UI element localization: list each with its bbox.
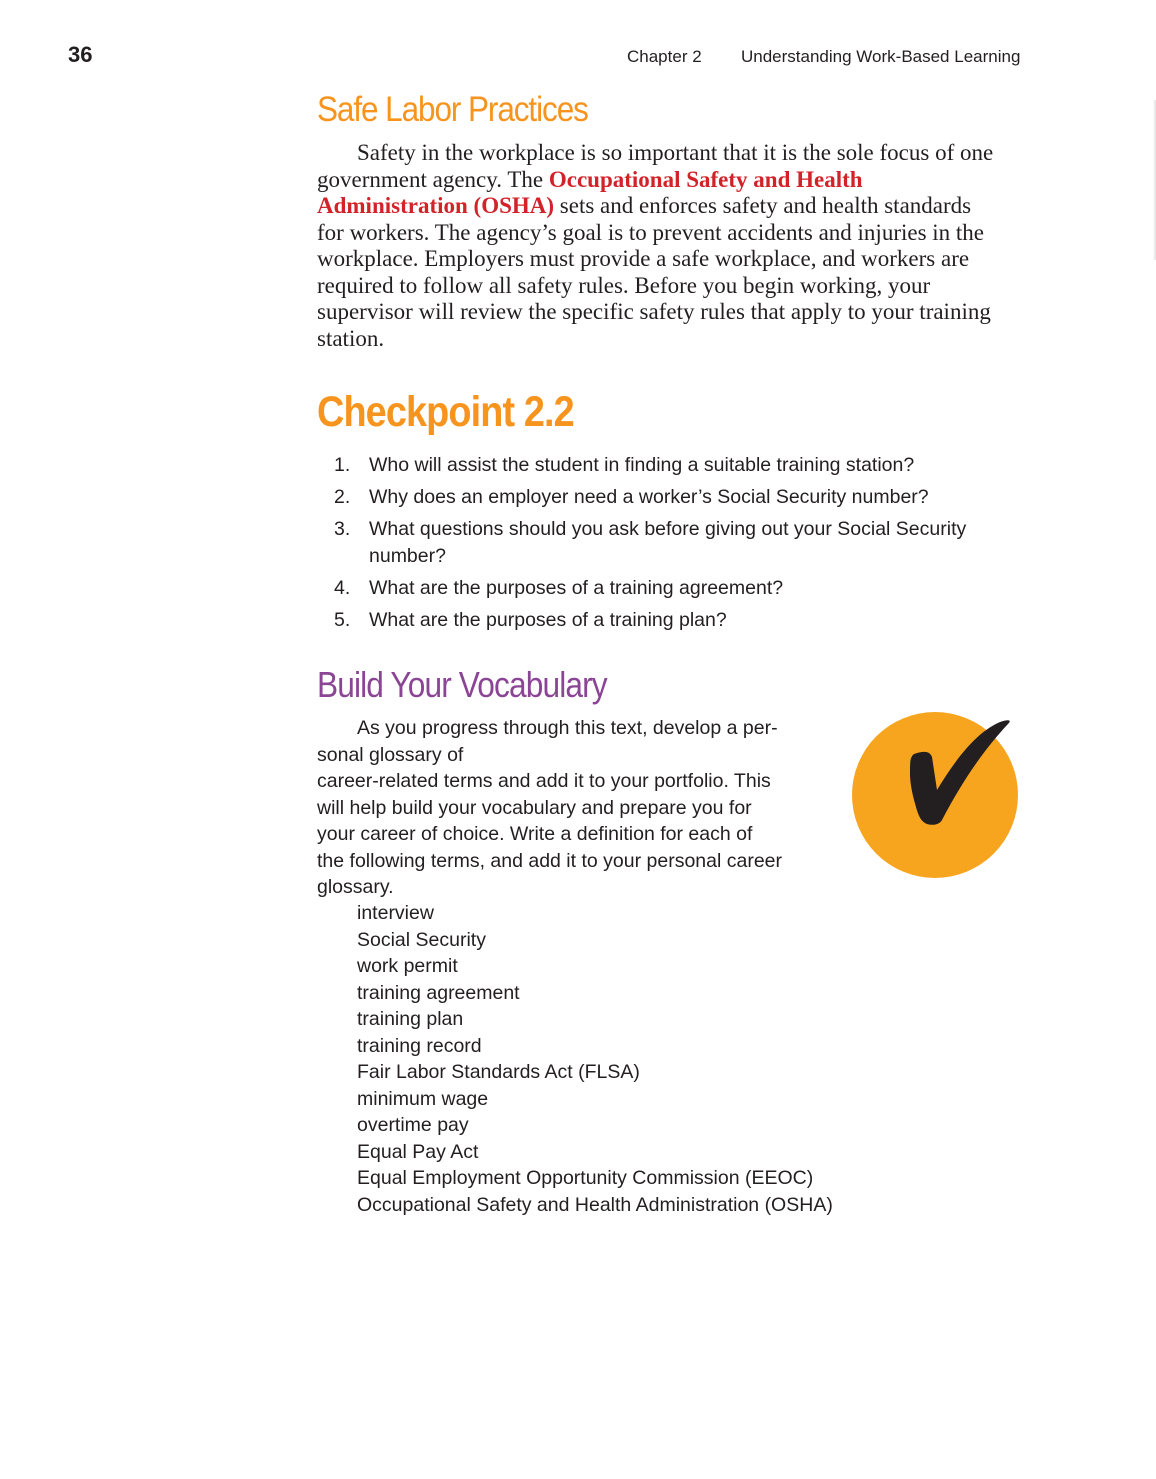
vocabulary-heading: Build Your Vocabulary xyxy=(317,664,607,705)
paragraph-text: sets and enforces safety and health standards for workers. The agency’s goal is to prevent accidents and injuries in the workplace. Employers must provide a safe workplace, and workers are required to follow all safety rules. Before you begin working, your supervisor will review the specific safety rules that apply to your training station. xyxy=(317,193,991,351)
question-item xyxy=(317,607,1017,634)
checkpoint-heading: Checkpoint 2.2 xyxy=(317,388,574,436)
vocab-line: sonal glossary of xyxy=(317,743,464,766)
question-number: 4. xyxy=(334,576,351,599)
running-head-title: Understanding Work-Based Learning xyxy=(741,47,1021,66)
vocabulary-terms xyxy=(357,900,833,1218)
question-text: What are the purposes of a training plan? xyxy=(369,608,727,631)
vocab-term: training record xyxy=(357,1034,482,1057)
vocab-line: career-related terms and add it to your portfolio. This xyxy=(317,770,771,792)
question-text: What questions should you ask before giving out your Social Security number? xyxy=(369,518,967,567)
vocab-term: Equal Employment Opportunity Commission (EEOC) xyxy=(357,1167,814,1189)
vocab-term: Occupational Safety and Health Administration (OSHA) xyxy=(357,1193,833,1216)
question-item xyxy=(317,452,1017,479)
vocab-line: will help build your vocabulary and prepare you for xyxy=(317,796,752,819)
paragraph-text: Safety in the workplace is so important that it is the sole focus of one government agency. The xyxy=(317,140,994,192)
key-term-osha: Occupational Safety and Health Administration (OSHA) xyxy=(317,166,863,218)
vocab-line: the following terms, and add it to your personal career xyxy=(317,849,783,872)
vocab-line: your career of choice. Write a definition for each of xyxy=(317,823,753,845)
question-item xyxy=(317,575,1017,602)
question-number: 3. xyxy=(334,518,351,540)
vocabulary-paragraph xyxy=(317,715,837,901)
question-text: Why does an employer need a worker’s Social Security number? xyxy=(369,486,929,508)
checkmark-icon xyxy=(852,712,1018,878)
checkpoint-questions xyxy=(317,452,1017,639)
safe-labor-paragraph xyxy=(317,140,1001,352)
vocab-term: Equal Pay Act xyxy=(357,1140,479,1163)
question-item xyxy=(317,516,1017,569)
question-number: 5. xyxy=(334,608,351,631)
question-item xyxy=(317,484,1017,511)
page-number: 36 xyxy=(68,42,93,67)
section-heading-safe-labor: Safe Labor Practices xyxy=(317,90,588,129)
question-text: What are the purposes of a training agreement? xyxy=(369,576,784,599)
vocab-term: Social Security xyxy=(357,928,486,951)
vocab-line: As you progress through this text, develop a per- xyxy=(357,717,778,739)
question-text: Who will assist the student in finding a suitable training station? xyxy=(369,454,915,476)
checkmark-badge xyxy=(852,712,1018,878)
vocab-term: interview xyxy=(357,902,434,924)
vocab-term: minimum wage xyxy=(357,1087,489,1110)
question-number: 1. xyxy=(334,454,351,476)
vocab-term: Fair Labor Standards Act (FLSA) xyxy=(357,1061,640,1083)
running-head-chapter: Chapter 2 xyxy=(627,47,702,66)
vocab-term: training agreement xyxy=(357,981,520,1004)
vocab-line: glossary. xyxy=(317,876,394,898)
vocab-term: work permit xyxy=(357,955,458,977)
vocab-term: training plan xyxy=(357,1008,464,1030)
vocab-term: overtime pay xyxy=(357,1114,469,1136)
question-number: 2. xyxy=(334,486,351,508)
